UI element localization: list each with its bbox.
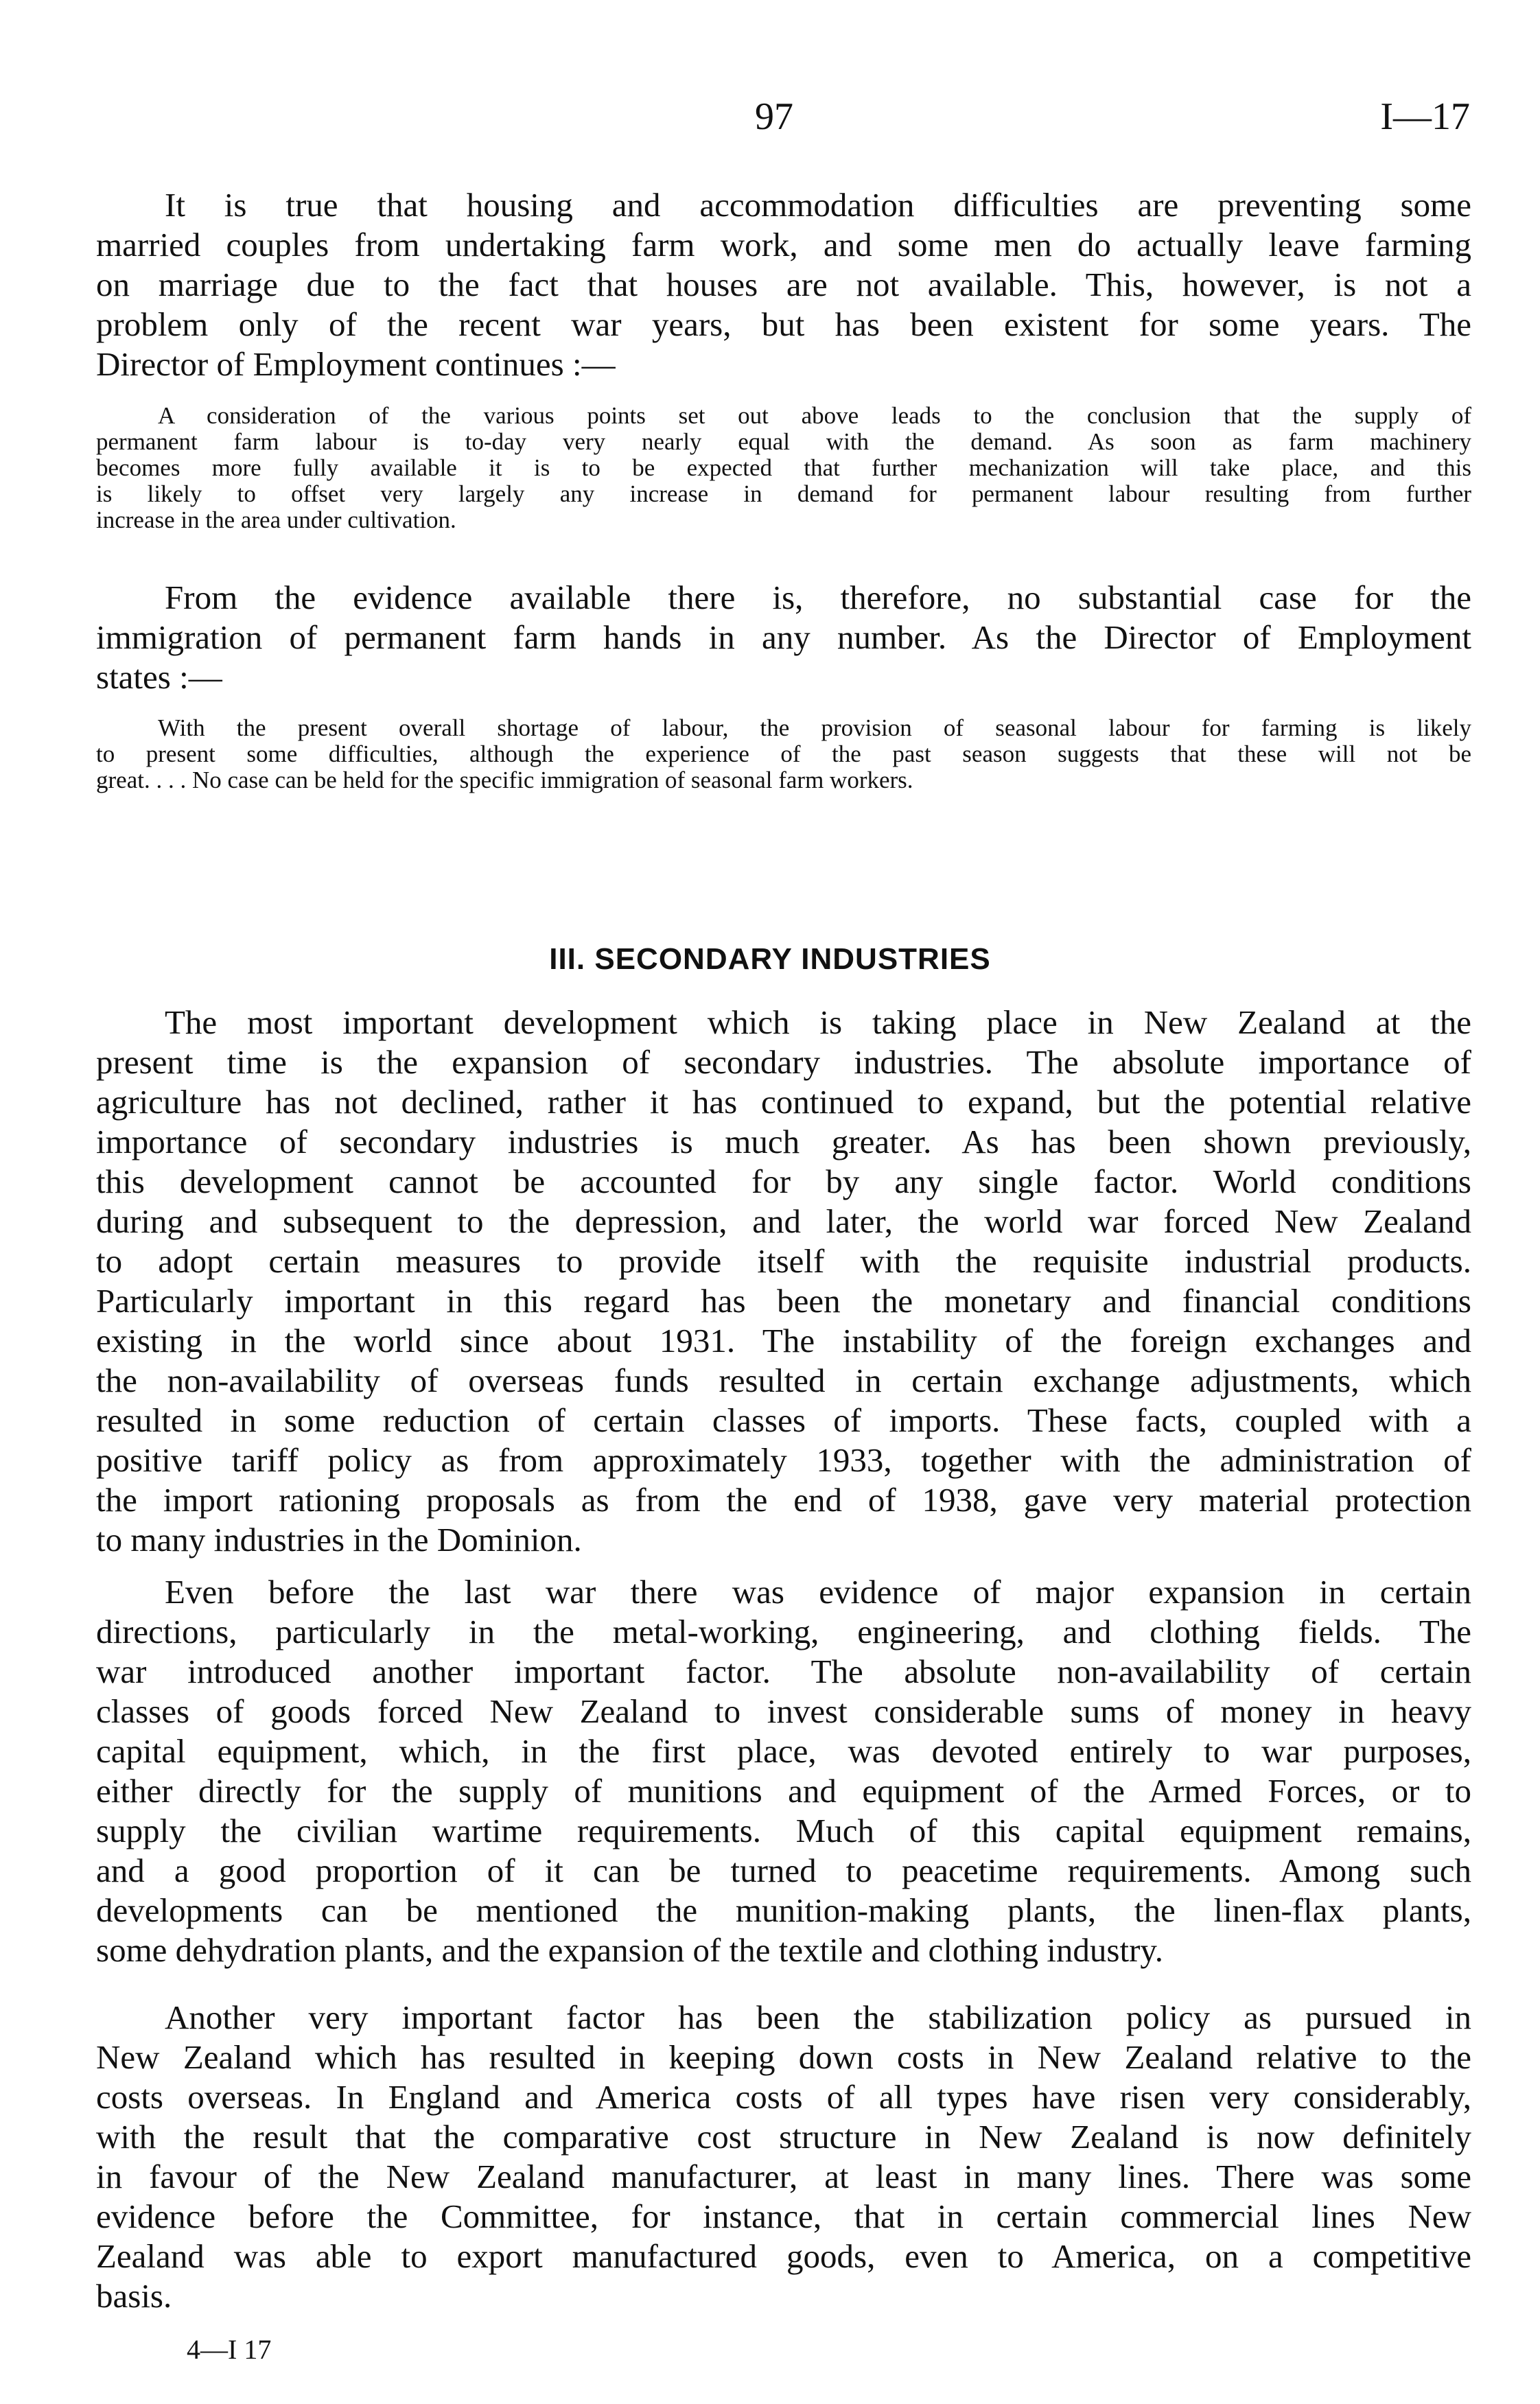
footer-signature-mark: 4—I 17	[187, 2334, 272, 2365]
text-line: some dehydration plants, and the expansion of the textile and clothing industry.	[96, 1931, 1163, 1969]
text-line: positive tariff policy as from approximately 1933, together with the administration of	[96, 1441, 1471, 1479]
text-line: great. . . . No case can be held for the specific immigration of seasonal farm workers.	[96, 767, 913, 793]
text-line: becomes more fully available it is to be expected that further mechanization will take place, and this	[96, 454, 1471, 481]
text-line: From the evidence available there is, therefore, no substantial case for the	[165, 579, 1471, 616]
text-line: the import rationing proposals as from the end of 1938, gave very material protection	[96, 1481, 1471, 1519]
text-line: basis.	[96, 2277, 172, 2315]
text-line: Another very important factor has been the stabilization policy as pursued in	[165, 1998, 1471, 2036]
text-line: Even before the last war there was evidence of major expansion in certain	[165, 1573, 1471, 1611]
text-line: classes of goods forced New Zealand to invest considerable sums of money in heavy	[96, 1692, 1471, 1730]
text-line: resulted in some reduction of certain classes of imports. These facts, coupled with a	[96, 1401, 1471, 1439]
paragraph-evidence	[96, 578, 1471, 697]
text-line: and a good proportion of it can be turned to peacetime requirements. Among such	[96, 1852, 1471, 1889]
text-line: New Zealand which has resulted in keeping down costs in New Zealand relative to the	[96, 2038, 1471, 2076]
text-line: is likely to offset very largely any increase in demand for permanent labour resulting from further	[96, 480, 1471, 507]
text-line: married couples from undertaking farm work, and some men do actually leave farming	[96, 226, 1471, 264]
page-number: 97	[755, 95, 793, 138]
text-line: With the present overall shortage of labour, the provision of seasonal labour for farming is likely	[158, 714, 1471, 741]
quote-director-seasonal-labour	[96, 715, 1471, 793]
text-line: problem only of the recent war years, but has been existent for some years. The	[96, 305, 1471, 343]
text-line: with the result that the comparative cost structure in New Zealand is now definitely	[96, 2118, 1471, 2156]
text-line: present time is the expansion of secondary industries. The absolute importance of	[96, 1043, 1471, 1081]
paragraph-stabilization	[96, 1998, 1471, 2316]
text-line: costs overseas. In England and America costs of all types have risen very considerably,	[96, 2078, 1471, 2116]
text-line: agriculture has not declined, rather it has continued to expand, but the potential relative	[96, 1083, 1471, 1121]
section-heading: III. SECONDARY INDUSTRIES	[549, 942, 991, 976]
text-line: developments can be mentioned the munition-making plants, the linen-flax plants,	[96, 1891, 1471, 1929]
document-reference: I—17	[1380, 95, 1470, 138]
text-line: Director of Employment continues :—	[96, 345, 616, 383]
text-line: importance of secondary industries is much greater. As has been shown previously,	[96, 1123, 1471, 1160]
text-line: the non-availability of overseas funds resulted in certain exchange adjustments, which	[96, 1362, 1471, 1399]
text-line: during and subsequent to the depression, and later, the world war forced New Zealand	[96, 1202, 1471, 1240]
text-line: It is true that housing and accommodation difficulties are preventing some	[165, 186, 1471, 224]
text-line: this development cannot be accounted for by any single factor. World conditions	[96, 1163, 1471, 1200]
text-line: in favour of the New Zealand manufacturer, at least in many lines. There was some	[96, 2158, 1471, 2195]
paragraph-housing	[96, 185, 1471, 384]
text-line: permanent farm labour is to-day very nearly equal with the demand. As soon as farm machinery	[96, 428, 1471, 455]
text-line: on marriage due to the fact that houses are not available. This, however, is not a	[96, 266, 1471, 303]
text-line: to many industries in the Dominion.	[96, 1521, 582, 1559]
text-line: directions, particularly in the metal-working, engineering, and clothing fields. The	[96, 1613, 1471, 1650]
text-line: to adopt certain measures to provide itself with the requisite industrial products.	[96, 1242, 1471, 1280]
text-line: The most important development which is taking place in New Zealand at the	[165, 1003, 1471, 1041]
paragraph-secondary-industries	[96, 1003, 1471, 1560]
text-line: war introduced another important factor. The absolute non-availability of certain	[96, 1653, 1471, 1690]
text-line: A consideration of the various points set out above leads to the conclusion that the supply of	[158, 402, 1471, 429]
text-line: evidence before the Committee, for instance, that in certain commercial lines New	[96, 2197, 1471, 2235]
text-line: states :—	[96, 658, 222, 696]
text-line: existing in the world since about 1931. The instability of the foreign exchanges and	[96, 1322, 1471, 1359]
text-line: to present some difficulties, although the experience of the past season suggests that these will not be	[96, 740, 1471, 767]
text-line: Zealand was able to export manufactured goods, even to America, on a competitive	[96, 2237, 1471, 2275]
text-line: immigration of permanent farm hands in any number. As the Director of Employment	[96, 618, 1471, 656]
text-line: increase in the area under cultivation.	[96, 506, 456, 533]
text-line: supply the civilian wartime requirements. Much of this capital equipment remains,	[96, 1812, 1471, 1849]
text-line: either directly for the supply of munitions and equipment of the Armed Forces, or to	[96, 1772, 1471, 1810]
quote-director-permanent-labour	[96, 403, 1471, 533]
paragraph-war-expansion	[96, 1572, 1471, 1970]
text-line: Particularly important in this regard has been the monetary and financial conditions	[96, 1282, 1471, 1320]
text-line: capital equipment, which, in the first place, was devoted entirely to war purposes,	[96, 1732, 1471, 1770]
